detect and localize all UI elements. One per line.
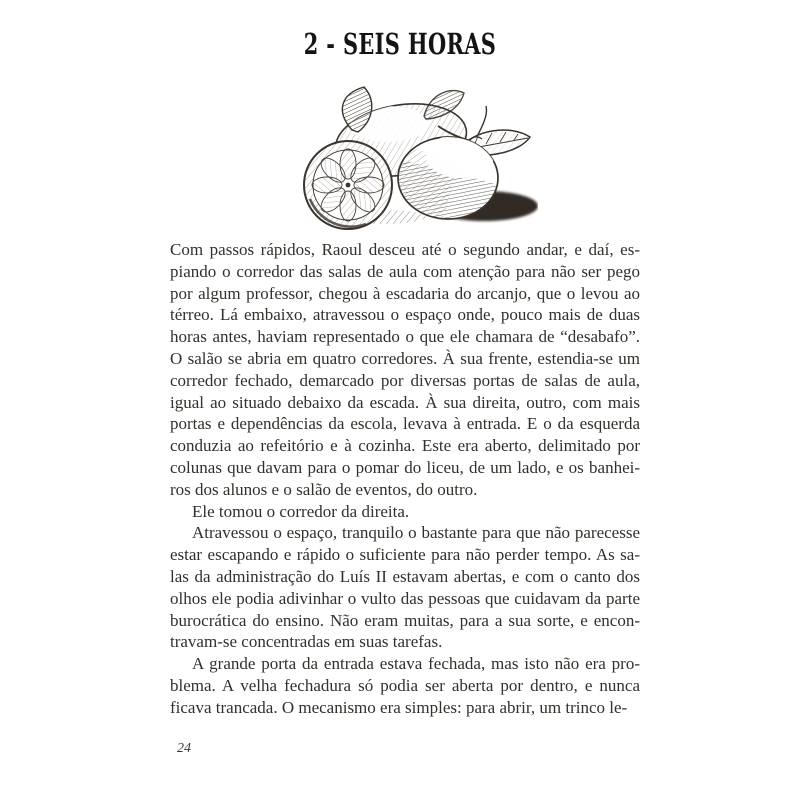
text-line: Ele tomou o corredor da direita.: [192, 501, 410, 521]
text-line: O salão se abria em quatro corredores. À sua frente, estendia-se um: [170, 348, 640, 368]
text-line: portas e dependências da escola, levava à entrada. E o da esquerda: [170, 414, 640, 434]
text-line: colunas que davam para o pomar do liceu, de um lado, e os banhei-: [170, 457, 640, 477]
text-line: piando o corredor das salas de aula com atenção para não ser pego: [170, 261, 640, 281]
text-line: burocrática do ensino. Não eram muitas, para a sua sorte, e encon-: [170, 610, 640, 630]
text-line: igual ao situado debaixo da escada. À sua direita, outro, com mais: [170, 392, 640, 412]
text-line: por algum professor, chegou à escadaria do arcanjo, que o levou ao: [170, 283, 640, 303]
text-line: ros dos alunos e o salão de eventos, do outro.: [170, 479, 478, 499]
text-line: ficava trancada. O mecanismo era simples: para abrir, um trinco le-: [170, 697, 628, 717]
half-lemon: [304, 141, 392, 229]
text-line: A grande porta da entrada estava fechada, mas isto não era pro-: [192, 654, 640, 674]
text-line: las da administração do Luís II estavam abertas, e com o canto dos: [170, 566, 640, 586]
text-line: travam-se concentradas em suas tarefas.: [170, 632, 443, 652]
page-number: 24: [177, 741, 191, 756]
lemons-illustration: [288, 84, 538, 234]
text-line: Com passos rápidos, Raoul desceu até o segundo andar, e daí, es-: [170, 240, 640, 259]
chapter-title: 2 - SEIS HORAS: [303, 27, 497, 61]
text-line: corredor fechado, demarcado por diversas portas de salas de aula,: [170, 370, 640, 390]
text-line: térreo. Lá embaixo, atravessou o espaço onde, pouco mais de duas: [170, 305, 640, 325]
text-line: conduzia ao refeitório e à cozinha. Este era aberto, delimitado por: [170, 436, 640, 456]
body-text: [170, 239, 640, 719]
text-line: Atravessou o espaço, tranquilo o bastante para que não parecesse: [192, 523, 640, 543]
text-line: horas antes, haviam representado o que ele chamara de “desabafo”.: [170, 327, 640, 347]
lemons-sketch-svg: [288, 84, 538, 234]
text-line: blema. A velha fechadura só podia ser aberta por dentro, e nunca: [170, 675, 640, 695]
text-line: olhos ele podia adivinhar o vulto das pessoas que cuidavam da parte: [170, 588, 640, 608]
leaf-top-middle: [424, 91, 464, 119]
text-line: estar escapando e rápido o suficiente para não perder tempo. As sa-: [170, 545, 640, 565]
